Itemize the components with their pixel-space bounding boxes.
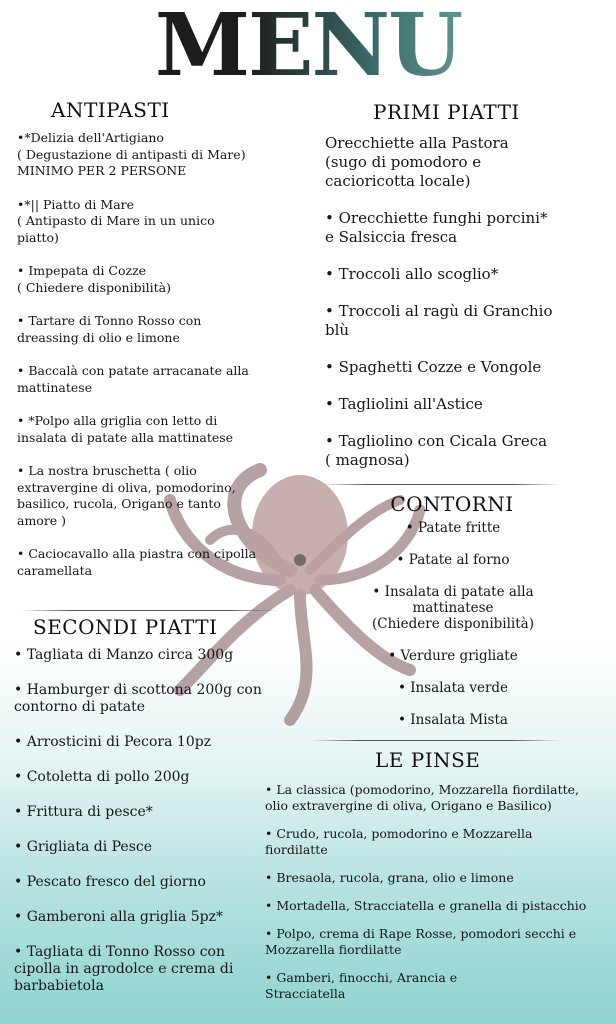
- menu-item: • Caciocavallo alla piastra con cipolla caramellata: [17, 546, 257, 578]
- menu-item: • Tagliolino con Cicala Greca ( magnosa): [325, 432, 548, 469]
- menu-item: • Patate al forno: [396, 552, 510, 568]
- antipasti-section: [17, 98, 277, 596]
- menu-item: • Tagliolini all'Astice: [325, 395, 483, 413]
- secondi-section: [14, 615, 304, 1013]
- menu-item: • Cotoletta di pollo 200g: [14, 769, 190, 785]
- menu-item: • Crudo, rucola, pomodorino e Mozzarella fiordilatte: [265, 826, 533, 857]
- menu-item: • Frittura di pesce*: [14, 804, 153, 820]
- menu-item: • Tagliata di Manzo circa 300g: [14, 647, 234, 663]
- menu-item: • Impepata di Cozze ( Chiedere disponibilità): [17, 263, 171, 295]
- menu-item: • Insalata di patate alla mattinatese (Chiedere disponibilità): [372, 584, 534, 632]
- menu-item: • Troccoli al ragù di Granchio blù: [325, 302, 553, 339]
- section-heading-pinse: LE PINSE: [375, 748, 481, 772]
- menu-item: •*|| Piatto di Mare ( Antipasto di Mare in un unico piatto): [17, 196, 215, 245]
- menu-item: • Spaghetti Cozze e Vongole: [325, 358, 542, 376]
- contorni-section: [318, 492, 588, 744]
- menu-item: • Tartare di Tonno Rosso con dreassing di olio e limone: [17, 313, 202, 345]
- secondi-list: [14, 647, 304, 995]
- section-heading-primi: PRIMI PIATTI: [373, 100, 520, 124]
- menu-item: • Insalata Mista: [398, 712, 508, 728]
- divider-line: [320, 484, 560, 485]
- antipasti-list: [17, 130, 277, 579]
- menu-item: • Arrosticini di Pecora 10pz: [14, 734, 212, 750]
- menu-item: • La nostra bruschetta ( olio extravergine di oliva, pomodorino, basilico, rucola, Origano e tanto amore ): [17, 463, 236, 528]
- menu-item: • Mortadella, Stracciatella e granella di pistacchio: [265, 898, 587, 913]
- menu-item: • Troccoli allo scoglio*: [325, 265, 499, 283]
- menu-item: • La classica (pomodorino, Mozzarella fiordilatte, olio extravergine di oliva, Origano e Basilico): [265, 782, 580, 813]
- menu-item: • Hamburger di scottona 200g con contorno di patate: [14, 682, 262, 715]
- primi-section: [325, 100, 605, 488]
- menu-item: • Gamberoni alla griglia 5pz*: [14, 909, 224, 925]
- section-heading-antipasti: ANTIPASTI: [51, 98, 170, 122]
- divider-line: [310, 740, 560, 741]
- pinse-list: [265, 782, 605, 1002]
- contorni-list: [318, 520, 588, 728]
- menu-item: Orecchiette alla Pastora (sugo di pomodoro e cacioricotta locale): [325, 134, 509, 190]
- menu-item: • Verdure grigliate: [388, 648, 518, 664]
- menu-item: • Pescato fresco del giorno: [14, 874, 206, 890]
- menu-item: • Bresaola, rucola, grana, olio e limone: [265, 870, 514, 885]
- divider-line: [20, 610, 280, 611]
- menu-item: • Gamberi, finocchi, Arancia e Stracciatella: [265, 970, 458, 1001]
- menu-item: • Orecchiette funghi porcini* e Salsiccia fresca: [325, 209, 548, 246]
- pinse-section: [265, 748, 605, 1014]
- menu-item: • Polpo, crema di Rape Rosse, pomodori secchi e Mozzarella fiordilatte: [265, 926, 577, 957]
- menu-item: • *Polpo alla griglia con letto di insalata di patate alla mattinatese: [17, 413, 234, 445]
- menu-item: • Insalata verde: [397, 680, 509, 696]
- section-heading-contorni: CONTORNI: [390, 492, 514, 516]
- menu-item: • Grigliata di Pesce: [14, 839, 153, 855]
- section-heading-secondi: SECONDI PIATTI: [33, 615, 218, 639]
- menu-item: • Patate fritte: [405, 520, 501, 536]
- primi-list: [325, 134, 605, 470]
- menu-item: •*Delizia dell'Artigiano ( Degustazione di antipasti di Mare) MINIMO PER 2 PERSONE: [17, 130, 246, 178]
- menu-title: MENU: [0, 0, 616, 96]
- menu-item: • Baccalà con patate arracanate alla mattinatese: [17, 363, 249, 395]
- menu-item: • Tagliata di Tonno Rosso con cipolla in agrodolce e crema di barbabietola: [14, 944, 234, 994]
